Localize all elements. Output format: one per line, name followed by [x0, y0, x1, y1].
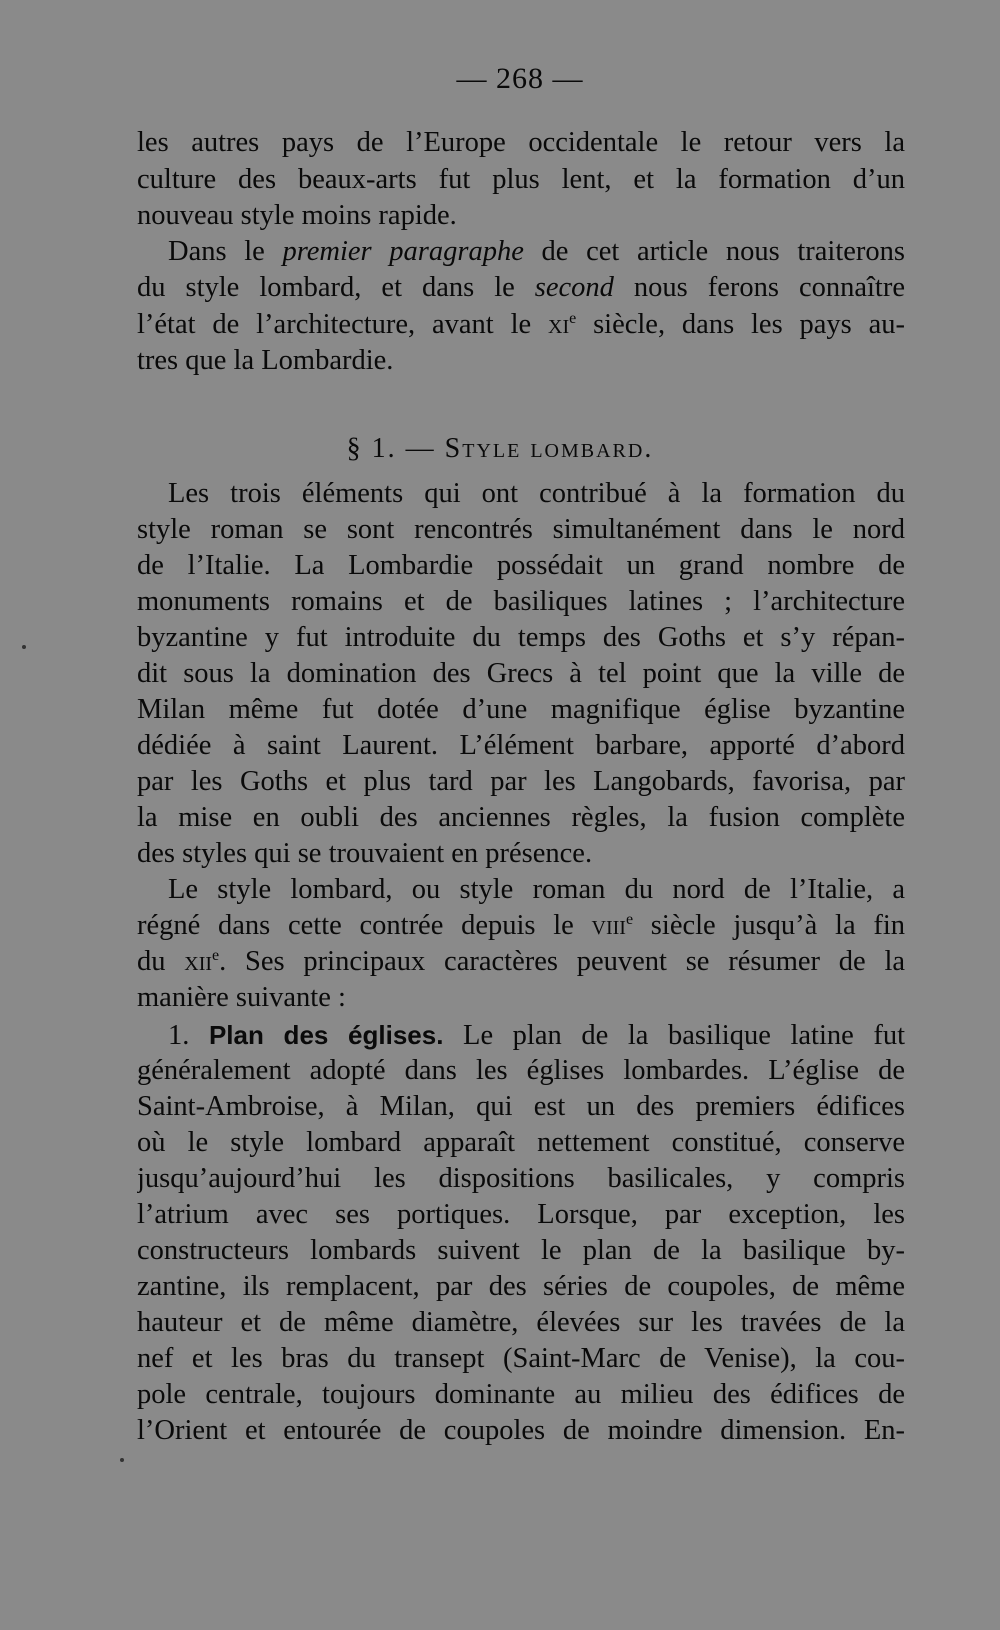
text-line: 1. Plan des églises. Le plan de la basilique latine fut [168, 1020, 905, 1051]
text-line: dit sous la domination des Grecs à tel point que la ville de [137, 658, 905, 689]
text-line: la mise en oubli des anciennes règles, la fusion complète [137, 802, 905, 833]
text-line: Les trois éléments qui ont contribué à la formation du [168, 478, 905, 509]
text-line: Le style lombard, ou style roman du nord de l’Italie, a [168, 874, 905, 905]
page-number: — 268 — [456, 62, 584, 95]
scan-speck [22, 645, 26, 649]
text-line: régné dans cette contrée depuis le viii$^e$ siècle jusqu’à la fin [137, 910, 905, 941]
text-line: nouveau style moins rapide. [137, 200, 457, 231]
text-line: hauteur et de même diamètre, élevées sur les travées de la [137, 1307, 905, 1338]
text-line: généralement adopté dans les églises lombardes. L’église de [137, 1055, 905, 1086]
text-line: zantine, ils remplacent, par des séries de coupoles, de même [137, 1271, 905, 1302]
run-in-heading: Plan des églises. [208, 1020, 444, 1050]
emphasis: premier paragraphe [282, 236, 524, 267]
text-line: Dans le premier paragraphe de cet article nous traiterons [168, 236, 905, 267]
scan-speck [120, 1458, 124, 1462]
text-line: les autres pays de l’Europe occidentale le retour vers la [137, 127, 905, 158]
text-line: du xii$^e$. Ses principaux caractères peuvent se résumer de la [137, 946, 905, 977]
text-line: du style lombard, et dans le second nous ferons connaître [137, 272, 905, 303]
text-line: monuments romains et de basiliques latines ; l’architecture [137, 586, 905, 617]
text-line: pole centrale, toujours dominante au milieu des édifices de [137, 1379, 905, 1410]
emphasis: second [534, 272, 614, 303]
text-line: où le style lombard apparaît nettement constitué, conserve [137, 1127, 905, 1158]
text-line: par les Goths et plus tard par les Langobards, favorisa, par [137, 766, 905, 797]
text-line: manière suivante : [137, 982, 346, 1013]
text-line: de l’Italie. La Lombardie possédait un grand nombre de [137, 550, 905, 581]
section-heading: § 1. — Style lombard. [346, 433, 654, 464]
text-line: jusqu’aujourd’hui les dispositions basilicales, y compris [137, 1163, 905, 1194]
text-line: constructeurs lombards suivent le plan de la basilique by- [137, 1235, 905, 1266]
text-line: nef et les bras du transept (Saint-Marc de Venise), la cou- [137, 1343, 905, 1374]
text-line: l’atrium avec ses portiques. Lorsque, par exception, les [137, 1199, 905, 1230]
text-line: Saint-Ambroise, à Milan, qui est un des premiers édifices [137, 1091, 905, 1122]
text-line: des styles qui se trouvaient en présence. [137, 838, 593, 869]
text-line: Milan même fut dotée d’une magnifique église byzantine [137, 694, 905, 725]
text-line: l’Orient et entourée de coupoles de moindre dimension. En- [137, 1415, 905, 1446]
text-line: style roman se sont rencontrés simultanément dans le nord [137, 514, 905, 545]
text-line: l’état de l’architecture, avant le $xi^e$ siècle, dans les pays au- [137, 309, 905, 340]
text-line: byzantine y fut introduite du temps des Goths et s’y répan- [137, 622, 905, 653]
text-line: culture des beaux-arts fut plus lent, et la formation d’un [137, 164, 905, 195]
text-line: dédiée à saint Laurent. L’élément barbare, apporté d’abord [137, 730, 905, 761]
text-line: tres que la Lombardie. [137, 345, 394, 376]
